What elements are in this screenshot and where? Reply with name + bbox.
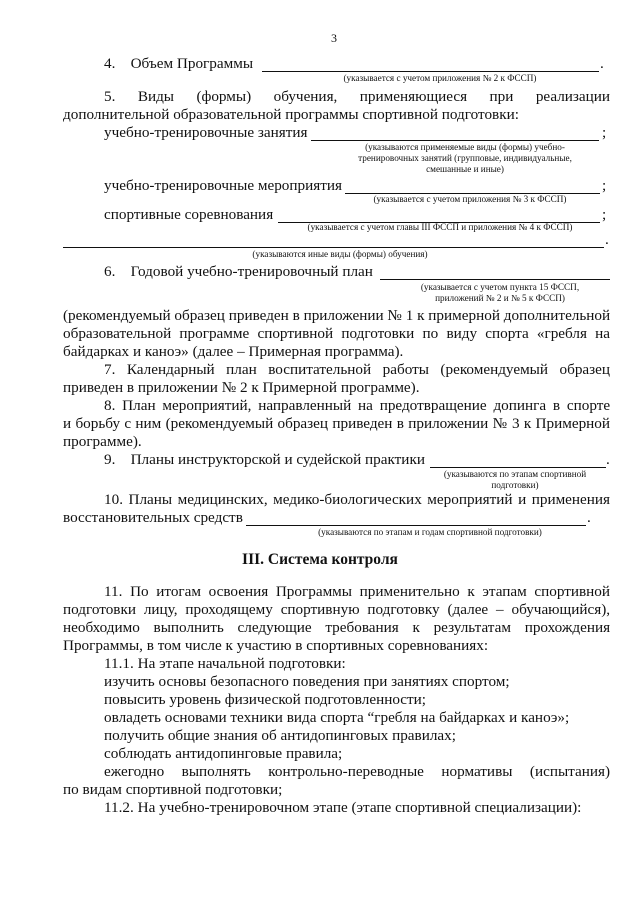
word: к xyxy=(412,619,420,636)
item-9-number: 9. xyxy=(104,451,116,468)
item-5-a-label: учебно-тренировочные занятия xyxy=(104,124,308,141)
item-4-label: Объем Программы xyxy=(130,55,254,72)
word: спорта xyxy=(485,325,529,342)
item-5-a-end: ; xyxy=(602,124,607,141)
word: приложении xyxy=(408,415,489,432)
word: (испытания) xyxy=(529,763,611,780)
word: 11. xyxy=(104,583,123,600)
p11-line-1 xyxy=(104,583,610,601)
word: приведен xyxy=(228,307,289,324)
word: нормативы xyxy=(441,763,513,780)
word: результатам xyxy=(433,619,511,636)
page-number: 3 xyxy=(331,31,337,45)
word: направленный xyxy=(258,397,352,414)
item-4-note: (указывается с учетом приложения № 2 к ФССП) xyxy=(343,73,537,83)
word: подготовки xyxy=(63,601,136,618)
word: подготовки xyxy=(341,325,415,342)
word: контрольно-переводные xyxy=(268,763,424,780)
item-5-d-note: (указываются иные виды (формы) обучения) xyxy=(252,249,428,259)
word: к xyxy=(417,307,425,324)
word: Виды xyxy=(137,88,175,105)
item-8-line-2 xyxy=(63,415,610,433)
word: медицинских, xyxy=(177,491,268,508)
word: борьбу xyxy=(75,415,121,432)
item-5-line-1[interactable] xyxy=(104,88,610,106)
item-8-line-3: программе). xyxy=(63,433,142,450)
word: проходящему xyxy=(185,601,273,618)
word: образец xyxy=(559,361,611,378)
word: 10. xyxy=(104,491,123,508)
item-7-line-2: приведен в приложении № 2 к Примерной программе). xyxy=(63,379,420,396)
item-4-number: 4. xyxy=(104,55,116,72)
word: реализации xyxy=(535,88,611,105)
word: ежегодно xyxy=(104,763,165,780)
item-5-b-note: (указывается с учетом приложения № 3 к ФССП) xyxy=(373,194,567,204)
word: лицу, xyxy=(143,601,178,618)
word: приведен xyxy=(332,415,393,432)
word: на xyxy=(358,397,373,414)
word: образец xyxy=(174,307,225,324)
item-5-a-note-1: (указываются применяемые виды (формы) учебно- xyxy=(365,142,565,152)
word: к xyxy=(467,583,475,600)
word: к xyxy=(523,415,532,432)
word: при xyxy=(489,88,514,105)
word: в xyxy=(396,415,404,432)
word: применяющиеся xyxy=(359,88,468,105)
word: (далее xyxy=(447,601,489,618)
word: ним xyxy=(135,415,162,432)
word: итогам xyxy=(156,583,202,600)
word: Примерной xyxy=(535,415,611,432)
item-10-note: (указываются по этапам и годам спортивной подготовки) xyxy=(318,527,542,537)
p11-bullet-2: повысить уровень физической подготовленности; xyxy=(104,691,427,708)
word: медико-биологических xyxy=(273,491,422,508)
word: применения xyxy=(531,491,611,508)
item-5-c-note: (указывается с учетом главы III ФССП и приложения № 4 к ФССП) xyxy=(307,222,573,232)
p11-bullet-1: изучить основы безопасного поведения при занятиях спортом; xyxy=(104,673,510,690)
item-5-a-note-2: тренировочных занятий (групповые, индивидуальные, xyxy=(358,153,572,163)
word: план xyxy=(226,361,257,378)
item-9-fill-line xyxy=(430,467,606,468)
item-10-end: . xyxy=(587,509,591,526)
word: и xyxy=(63,415,72,432)
word: приложении xyxy=(303,307,384,324)
word: 5. xyxy=(104,88,116,105)
p11-bullet-6 xyxy=(104,763,610,781)
word: «гребля xyxy=(536,325,587,342)
word: требования xyxy=(325,619,399,636)
word: 3 xyxy=(511,415,520,432)
p11-bullet-4: получить общие знания об антидопинговых правилах; xyxy=(104,727,456,744)
item-5-b-end: ; xyxy=(602,177,607,194)
word: виду xyxy=(446,325,478,342)
word: спортивную xyxy=(280,601,360,618)
item-5-a-fill-line xyxy=(311,140,599,141)
item-8-line-1 xyxy=(104,397,610,415)
word: 8. xyxy=(104,397,116,414)
word: и xyxy=(518,491,527,508)
word: следующие xyxy=(237,619,312,636)
word: № xyxy=(387,307,402,324)
item-10-fill-line xyxy=(246,525,586,526)
item-6-note-1: (указывается с учетом пункта 15 ФССП, xyxy=(420,282,580,292)
word: работы xyxy=(382,361,429,378)
word: необходимо xyxy=(63,619,140,636)
word: (рекомендуемый xyxy=(165,415,274,432)
word: с xyxy=(124,415,132,432)
item-4-fill-line xyxy=(262,71,599,72)
item-7-line-1 xyxy=(104,361,610,379)
p11-bullet-5: соблюдать антидопинговые правила; xyxy=(104,745,343,762)
p11-line-4: Программы, в том числе к участию в спортивных соревнованиях: xyxy=(63,637,489,654)
p11-subsection-1: 11.1. На этапе начальной подготовки: xyxy=(104,655,346,672)
item-4 xyxy=(104,55,253,73)
item-6-line-2 xyxy=(63,325,610,343)
item-6-label: Годовой учебно-тренировочный план xyxy=(130,263,373,280)
item-9-label: Планы инструкторской и судейской практики xyxy=(130,451,425,468)
word: (формы) xyxy=(196,88,252,105)
word: образовательной xyxy=(63,325,172,342)
word: допинга xyxy=(493,397,547,414)
word: дополнительной xyxy=(503,307,611,324)
item-9-note-2: подготовки) xyxy=(491,480,539,490)
item-6-note-2: приложений № 2 и № 5 к ФССП) xyxy=(435,293,565,303)
item-5-a-note-3: смешанные и иные) xyxy=(426,164,504,174)
word: в xyxy=(292,307,300,324)
word: № xyxy=(492,415,508,432)
item-6 xyxy=(104,263,373,281)
p11-bullet-6-cont: по видам спортивной подготовки; xyxy=(63,781,283,798)
word: освоения xyxy=(208,583,269,600)
item-5-b-label: учебно-тренировочные мероприятия xyxy=(104,177,342,194)
p11-line-2 xyxy=(63,601,610,619)
word: выполнить xyxy=(153,619,224,636)
p11-bullet-3: овладеть основами техники вида спорта “гребля на байдарках и каноэ»; xyxy=(104,709,570,726)
word: Программы xyxy=(275,583,352,600)
word: – xyxy=(496,601,504,618)
item-5-c-label: спортивные соревнования xyxy=(104,206,274,223)
p11-subsection-2: 11.2. На учебно-тренировочном этапе (этапе спортивной специализации): xyxy=(104,799,582,816)
word: программе xyxy=(179,325,250,342)
item-5-line-2: дополнительной образовательной программы спортивной подготовки: xyxy=(63,106,519,123)
item-6-number: 6. xyxy=(104,263,116,280)
word: 7. xyxy=(104,361,116,378)
word: спортивной xyxy=(534,583,611,600)
word: этапам xyxy=(482,583,527,600)
word: предотвращение xyxy=(379,397,487,414)
item-5-d-fill-line xyxy=(63,247,604,248)
word: воспитательной xyxy=(268,361,372,378)
word: обучения, xyxy=(273,88,338,105)
word: выполнять xyxy=(181,763,251,780)
item-5-d-end: . xyxy=(605,231,609,248)
word: по xyxy=(422,325,439,342)
word: Календарный xyxy=(126,361,215,378)
item-9-note-1: (указываются по этапам спортивной xyxy=(443,469,587,479)
word: мероприятий xyxy=(427,491,513,508)
word: примерной xyxy=(428,307,500,324)
word: прохождения xyxy=(524,619,611,636)
word: в xyxy=(552,397,561,414)
item-5-c-end: ; xyxy=(602,206,607,223)
word: образец xyxy=(277,415,329,432)
word: применительно xyxy=(359,583,460,600)
word: подготовку xyxy=(367,601,440,618)
word: спорте xyxy=(566,397,611,414)
word: спортивной xyxy=(257,325,334,342)
word: на xyxy=(595,325,611,342)
item-10-line-2: восстановительных средств xyxy=(63,509,243,526)
item-9-end: . xyxy=(606,451,610,468)
word: План xyxy=(122,397,156,414)
word: обучающийся), xyxy=(511,601,611,618)
item-6-line-1 xyxy=(63,307,610,325)
item-4-end: . xyxy=(600,55,604,72)
word: 1 xyxy=(405,307,414,324)
word: (рекомендуемый xyxy=(63,307,171,324)
word: мероприятий, xyxy=(162,397,252,414)
word: Планы xyxy=(128,491,173,508)
item-6-fill-line xyxy=(380,279,610,280)
item-9 xyxy=(104,451,425,469)
word: (рекомендуемый xyxy=(440,361,549,378)
section-title: III. Система контроля xyxy=(242,551,398,568)
p11-line-3 xyxy=(63,619,610,637)
item-10-line-1 xyxy=(104,491,610,509)
item-6-line-3: байдарках и каноэ» (далее – Примерная программа). xyxy=(63,343,404,360)
word: По xyxy=(130,583,149,600)
